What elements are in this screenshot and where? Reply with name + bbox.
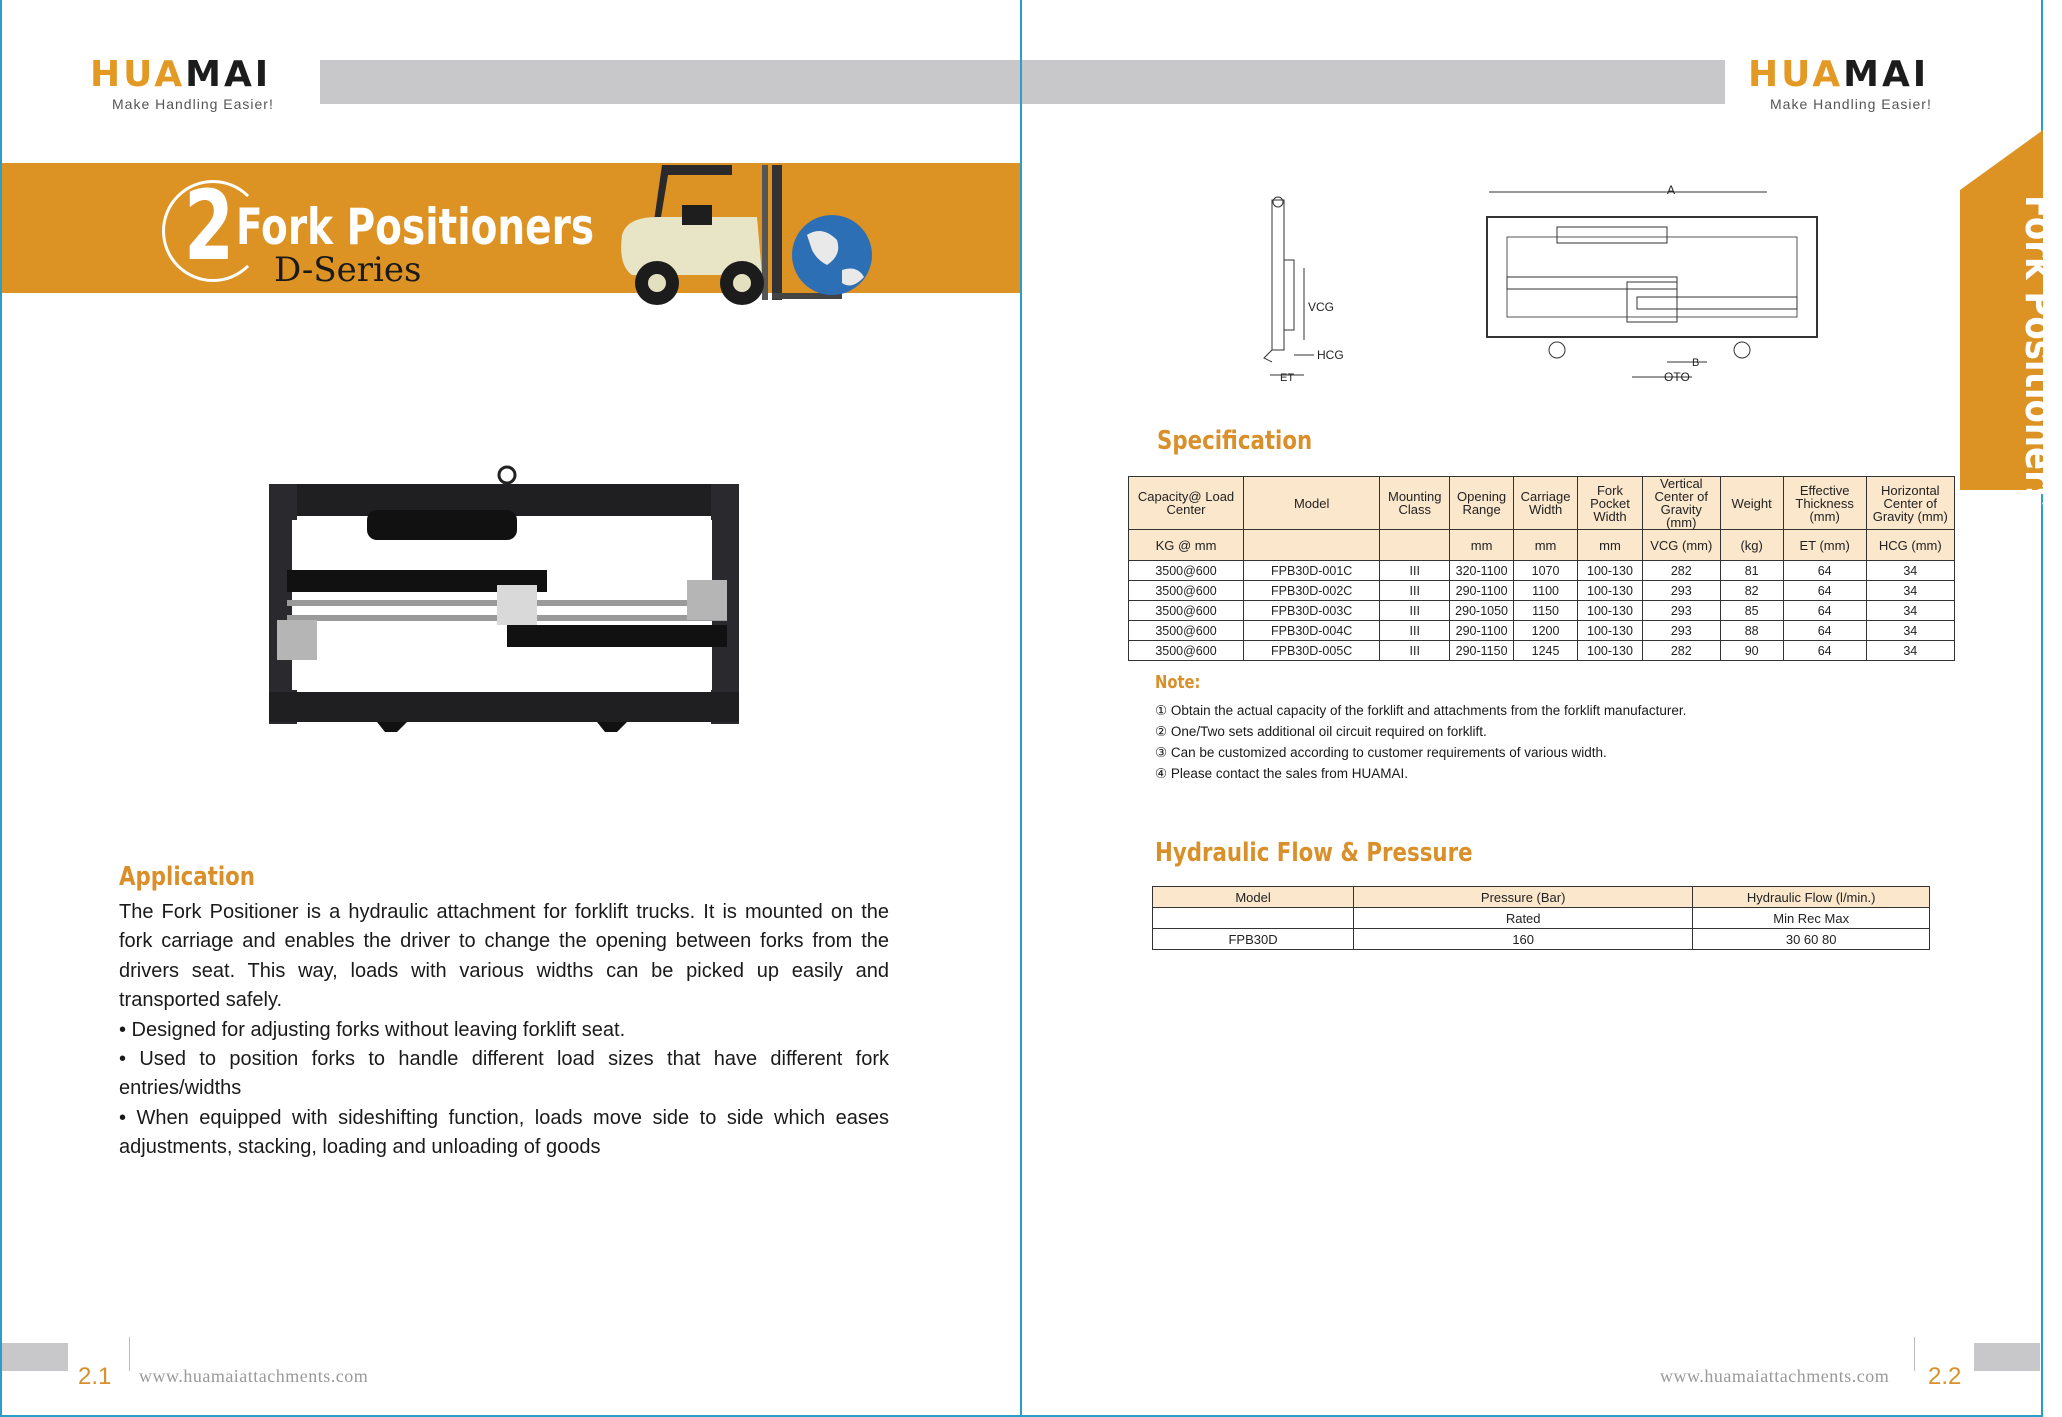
spec-unit-cell: mm bbox=[1450, 530, 1514, 561]
table-cell: 293 bbox=[1642, 581, 1720, 601]
table-cell: 64 bbox=[1783, 561, 1866, 581]
table-cell: 160 bbox=[1354, 929, 1693, 950]
spec-unit-cell: KG @ mm bbox=[1129, 530, 1244, 561]
spec-header-row bbox=[1129, 477, 1955, 530]
footer-divider-right bbox=[1914, 1337, 1915, 1371]
table-cell: 100-130 bbox=[1578, 581, 1643, 601]
table-cell: 64 bbox=[1783, 601, 1866, 621]
table-row bbox=[1129, 581, 1955, 601]
table-cell: 64 bbox=[1783, 581, 1866, 601]
footer-gray-block bbox=[2, 1343, 68, 1371]
footer-gray-block-right bbox=[1974, 1343, 2040, 1371]
spec-unit-cell: mm bbox=[1514, 530, 1578, 561]
header-gray-bar bbox=[320, 60, 1021, 104]
huamai-logo bbox=[90, 56, 300, 112]
table-cell: III bbox=[1380, 641, 1450, 661]
table-cell: 30 60 80 bbox=[1693, 929, 1930, 950]
spec-unit-cell: ET (mm) bbox=[1783, 530, 1866, 561]
hyd-subheader-cell: Rated bbox=[1354, 908, 1693, 929]
hyd-subheader-cell: Min Rec Max bbox=[1693, 908, 1930, 929]
hydraulic-heading: Hydraulic Flow & Pressure bbox=[1155, 838, 1473, 868]
table-cell: 290-1100 bbox=[1450, 621, 1514, 641]
spec-unit-cell: VCG (mm) bbox=[1642, 530, 1720, 561]
table-cell: III bbox=[1380, 581, 1450, 601]
table-cell: 1150 bbox=[1514, 601, 1578, 621]
tagline-right: Make Handling Easier! bbox=[1770, 96, 1932, 112]
front-view-drawing bbox=[1467, 182, 1847, 392]
globe-icon bbox=[792, 215, 872, 295]
notes-list bbox=[1155, 700, 1686, 784]
application-bullet-3: • When equipped with sideshifting function, loads move side to side which eases adjustments, stacking, loading and unloading of goods bbox=[119, 1106, 889, 1159]
table-cell: III bbox=[1380, 601, 1450, 621]
application-heading: Application bbox=[119, 862, 255, 892]
note-item: ④ Please contact the sales from HUAMAI. bbox=[1155, 766, 1408, 781]
table-cell: 100-130 bbox=[1578, 641, 1643, 661]
application-bullet-1: • Designed for adjusting forks without leaving forklift seat. bbox=[119, 1018, 626, 1041]
table-cell: 34 bbox=[1866, 621, 1954, 641]
table-cell: 3500@600 bbox=[1129, 641, 1244, 661]
table-cell: 1100 bbox=[1514, 581, 1578, 601]
table-cell: 293 bbox=[1642, 621, 1720, 641]
table-cell: 293 bbox=[1642, 601, 1720, 621]
application-bullet-2: • Used to position forks to handle different load sizes that have different fork entries/widths bbox=[119, 1048, 889, 1100]
table-cell: FPB30D-002C bbox=[1244, 581, 1380, 601]
table-cell: FPB30D-003C bbox=[1244, 601, 1380, 621]
spec-unit-cell: mm bbox=[1578, 530, 1643, 561]
tagline: Make Handling Easier! bbox=[112, 96, 274, 112]
hyd-header-cell: Hydraulic Flow (l/min.) bbox=[1693, 887, 1930, 908]
table-cell: 34 bbox=[1866, 581, 1954, 601]
spec-unit-cell: (kg) bbox=[1720, 530, 1783, 561]
banner-subtitle: D-Series bbox=[274, 250, 422, 290]
application-text bbox=[119, 898, 889, 1163]
header-gray-bar-right bbox=[1022, 60, 1725, 104]
page-number-right: 2.2 bbox=[1928, 1363, 1962, 1390]
table-cell: 100-130 bbox=[1578, 621, 1643, 641]
table-cell: 3500@600 bbox=[1129, 621, 1244, 641]
table-row bbox=[1129, 641, 1955, 661]
spec-header-cell: Opening Range bbox=[1450, 477, 1514, 530]
huamai-logo-right bbox=[1748, 56, 1958, 112]
hyd-header-cell: Pressure (Bar) bbox=[1354, 887, 1693, 908]
table-row bbox=[1129, 621, 1955, 641]
spec-header-cell: Mounting Class bbox=[1380, 477, 1450, 530]
logo-text-hua: HUA bbox=[90, 54, 186, 95]
hyd-header-row bbox=[1153, 887, 1930, 908]
spec-header-cell: Capacity@ Load Center bbox=[1129, 477, 1244, 530]
table-cell: 3500@600 bbox=[1129, 581, 1244, 601]
table-cell: 1070 bbox=[1514, 561, 1578, 581]
spec-header-cell: Carriage Width bbox=[1514, 477, 1578, 530]
specification-table bbox=[1128, 476, 1955, 661]
table-cell: 85 bbox=[1720, 601, 1783, 621]
banner-number: 2 bbox=[184, 170, 235, 282]
table-cell: 34 bbox=[1866, 641, 1954, 661]
table-cell: 64 bbox=[1783, 641, 1866, 661]
table-cell: 290-1100 bbox=[1450, 581, 1514, 601]
hydraulic-table bbox=[1152, 886, 1930, 950]
table-cell: 100-130 bbox=[1578, 601, 1643, 621]
table-cell: FPB30D-004C bbox=[1244, 621, 1380, 641]
spec-header-cell: Vertical Center of Gravity (mm) bbox=[1642, 477, 1720, 530]
spec-unit-cell bbox=[1244, 530, 1380, 561]
logo-text-hua: HUA bbox=[1748, 54, 1844, 95]
logo-text-mai: MAI bbox=[185, 54, 272, 95]
table-cell: 320-1100 bbox=[1450, 561, 1514, 581]
banner-title: Fork Positioners bbox=[236, 198, 595, 256]
table-cell: 100-130 bbox=[1578, 561, 1643, 581]
table-cell: 90 bbox=[1720, 641, 1783, 661]
footer-url-right[interactable]: www.huamaiattachments.com bbox=[1660, 1366, 1890, 1386]
vcg-label: VCG bbox=[1308, 300, 1335, 314]
hyd-header-cell: Model bbox=[1153, 887, 1354, 908]
a-label: A bbox=[1667, 183, 1676, 197]
page-number-left: 2.1 bbox=[78, 1363, 112, 1390]
table-cell: 282 bbox=[1642, 641, 1720, 661]
left-page bbox=[0, 0, 1021, 1417]
table-cell: 1200 bbox=[1514, 621, 1578, 641]
table-row bbox=[1129, 601, 1955, 621]
table-cell: 34 bbox=[1866, 601, 1954, 621]
table-cell: III bbox=[1380, 561, 1450, 581]
et-label: ET bbox=[1280, 372, 1295, 384]
table-cell: 1245 bbox=[1514, 641, 1578, 661]
note-heading: Note: bbox=[1155, 672, 1201, 693]
table-cell: 282 bbox=[1642, 561, 1720, 581]
table-cell: FPB30D bbox=[1153, 929, 1354, 950]
side-view-drawing bbox=[1242, 180, 1362, 390]
application-paragraph: The Fork Positioner is a hydraulic attachment for forklift trucks. It is mounted on the fork carriage and enables the driver to change the opening between forks from the drivers seat. This way, loads with various widths can be picked up easily and transported safely. bbox=[119, 901, 889, 1012]
forklift-globe-illustration bbox=[612, 155, 882, 315]
oto-label: OTO bbox=[1664, 370, 1690, 384]
spec-header-cell: Effective Thickness (mm) bbox=[1783, 477, 1866, 530]
note-item: ③ Can be customized according to customer requirements of various width. bbox=[1155, 745, 1607, 760]
spec-unit-cell: HCG (mm) bbox=[1866, 530, 1954, 561]
table-row bbox=[1129, 561, 1955, 581]
table-cell: 290-1050 bbox=[1450, 601, 1514, 621]
table-cell: 3500@600 bbox=[1129, 561, 1244, 581]
table-cell: FPB30D-005C bbox=[1244, 641, 1380, 661]
side-tab-label: Fork Positioners bbox=[2016, 195, 2062, 508]
table-cell: 82 bbox=[1720, 581, 1783, 601]
hyd-subheader-row bbox=[1153, 908, 1930, 929]
table-row bbox=[1153, 929, 1930, 950]
specification-heading: Specification bbox=[1157, 426, 1313, 456]
spec-header-cell: Fork Pocket Width bbox=[1578, 477, 1643, 530]
b-label: B bbox=[1692, 357, 1700, 369]
hyd-subheader-cell bbox=[1153, 908, 1354, 929]
table-cell: 3500@600 bbox=[1129, 601, 1244, 621]
table-cell: 64 bbox=[1783, 621, 1866, 641]
spec-header-cell: Model bbox=[1244, 477, 1380, 530]
table-cell: FPB30D-001C bbox=[1244, 561, 1380, 581]
table-cell: 290-1150 bbox=[1450, 641, 1514, 661]
table-cell: III bbox=[1380, 621, 1450, 641]
logo-text-mai: MAI bbox=[1843, 54, 1930, 95]
table-cell: 34 bbox=[1866, 561, 1954, 581]
table-cell: 88 bbox=[1720, 621, 1783, 641]
hcg-label: HCG bbox=[1317, 348, 1344, 362]
footer-divider bbox=[129, 1337, 130, 1371]
fork-positioner-photo bbox=[257, 460, 757, 735]
spec-header-cell: Horizontal Center of Gravity (mm) bbox=[1866, 477, 1954, 530]
note-item: ① Obtain the actual capacity of the forklift and attachments from the forklift manufacturer. bbox=[1155, 703, 1687, 718]
footer-url-left[interactable]: www.huamaiattachments.com bbox=[139, 1366, 369, 1386]
spec-units-row bbox=[1129, 530, 1955, 561]
note-item: ② One/Two sets additional oil circuit required on forklift. bbox=[1155, 724, 1487, 739]
spec-header-cell: Weight bbox=[1720, 477, 1783, 530]
spec-unit-cell bbox=[1380, 530, 1450, 561]
table-cell: 81 bbox=[1720, 561, 1783, 581]
